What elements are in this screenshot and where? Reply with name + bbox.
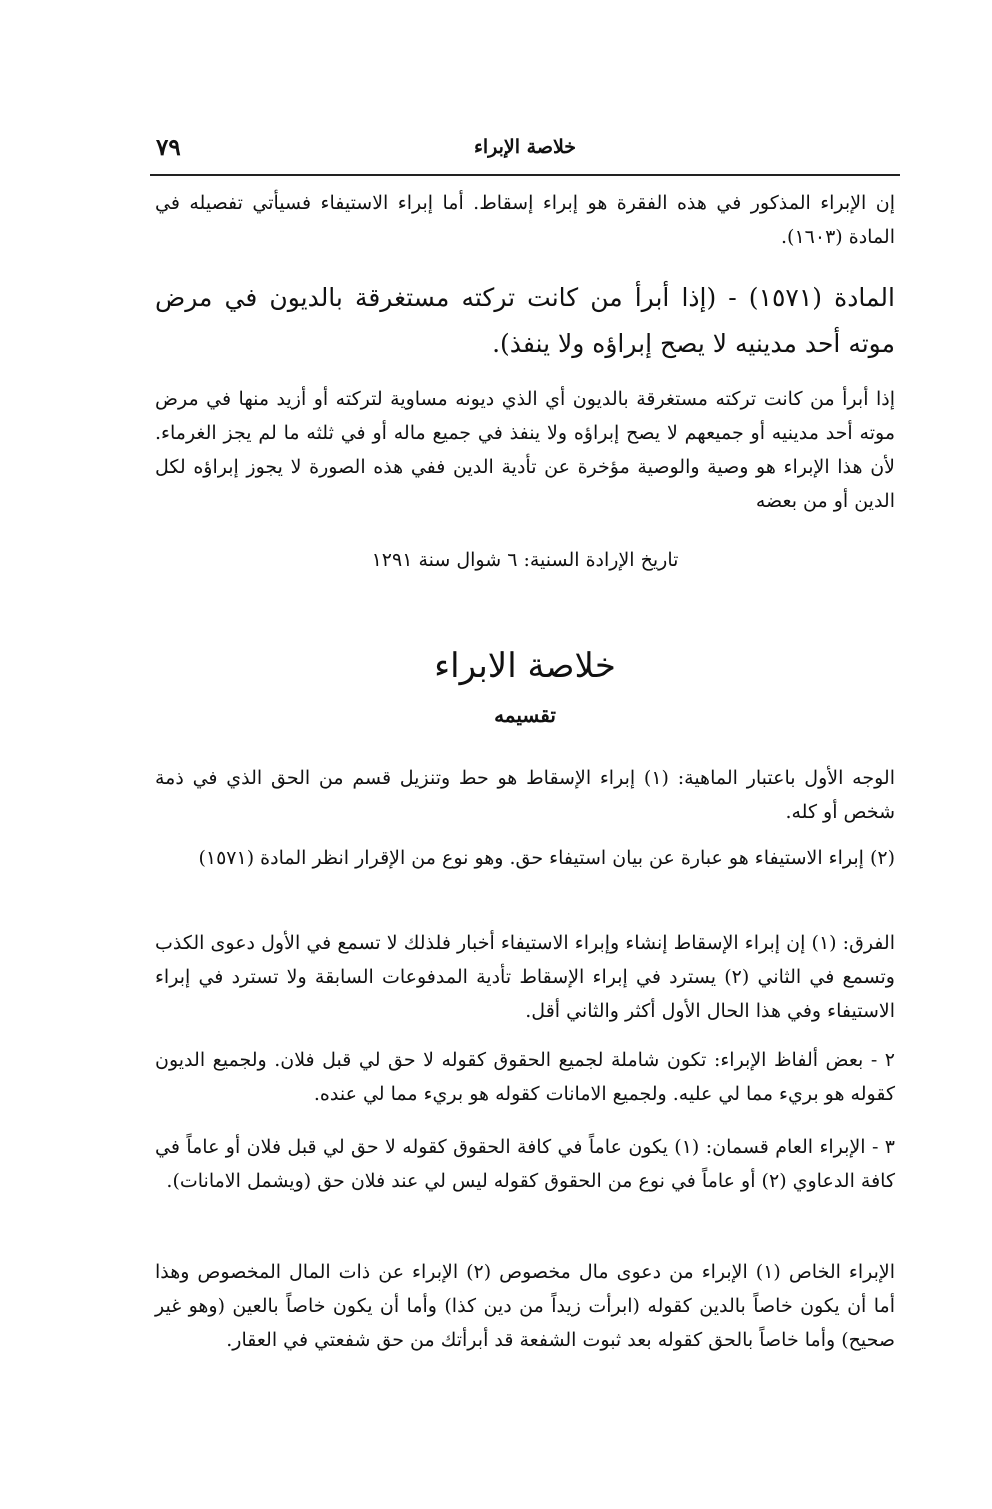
page-number: ٧٩ — [156, 134, 181, 161]
paragraph-general-ibra: ٣ - الإبراء العام قسمان: (١) يكون عاماً في كافة الحقوق كقوله لا حق لي قبل فلان أو عاماً في كافة الدعاوي (٢) أو عاماً في نوع من الحقوق كقوله ليس لي عند فلان حق (ويشمل الامانات). — [155, 1136, 895, 1192]
paragraph-difference: الفرق: (١) إن إبراء الإسقاط إنشاء وإبراء الاستيفاء أخبار فلذلك لا تسمع في الأول دعوى الكذب وتسمع في الثاني (٢) يسترد في إبراء الإسقاط تأدية المدفوعات السابقة ولا تسترد في إبراء الاستيفاء وفي هذا الحال الأول أكثر والثاني أقل. — [155, 932, 895, 1022]
paragraph-ibra-words: ٢ - بعض ألفاظ الإبراء: تكون شاملة لجميع الحقوق كقوله لا حق لي قبل فلان. ولجميع الديون كقوله هو بريء مما لي عليه. ولجميع الامانات كقوله هو بريء مما لي عنده. — [155, 1049, 895, 1105]
paragraph-istifa: (٢) إبراء الاستيفاء هو عبارة عن بيان استيفاء حق. وهو نوع من الإقرار انظر المادة (١٥٧١) — [198, 847, 895, 869]
section-subheading: تقسيمه — [494, 703, 556, 727]
decree-date: تاريخ الإرادة السنية: ٦ شوال سنة ١٢٩١ — [371, 549, 679, 571]
page-header — [150, 128, 900, 176]
paragraph-specific-ibra: الإبراء الخاص (١) الإبراء من دعوى مال مخصوص (٢) الإبراء عن ذات المال المخصوص وهذا أما أن يكون خاصاً بالدين كقوله (ابرأت زيداً من دين كذا) وأما أن يكون خاصاً بالعين (وهو غير صحيح) وأما خاصاً بالحق كقوله بعد ثبوت الشفعة قد أبرأتك من حق شفعتي في العقار. — [155, 1261, 895, 1351]
paragraph-article-explanation: إذا أبرأ من كانت تركته مستغرقة بالديون أي الذي ديونه مساوية لتركته أو أزيد منها في مرض موته أحد مدينيه أو جميعهم لا يصح إبراؤه ولا ينفذ في جميع ماله أو في ثلثه ما لم يجز الغرماء. لأن هذا الإبراء هو وصية والوصية مؤخرة عن تأدية الدين ففي هذه الصورة لا يجوز إبراؤه لكل الدين أو من بعضه — [155, 388, 895, 512]
section-heading: خلاصة الابراء — [434, 646, 616, 686]
article-1571: المادة (١٥٧١) - (إذا أبرأ من كانت تركته مستغرقة بالديون في مرض موته أحد مدينيه لا يصح إبراؤه ولا ينفذ). — [155, 283, 895, 358]
paragraph-ibra-isqat-note: إن الإبراء المذكور في هذه الفقرة هو إبراء إسقاط. أما إبراء الاستيفاء فسيأتي تفصيله في المادة (١٦٠٣). — [155, 192, 895, 248]
paragraph-first-aspect: الوجه الأول باعتبار الماهية: (١) إبراء الإسقاط هو حط وتنزيل قسم من الحق الذي في ذمة شخص أو كله. — [155, 767, 895, 823]
running-title: خلاصة الإبراء — [473, 136, 577, 158]
